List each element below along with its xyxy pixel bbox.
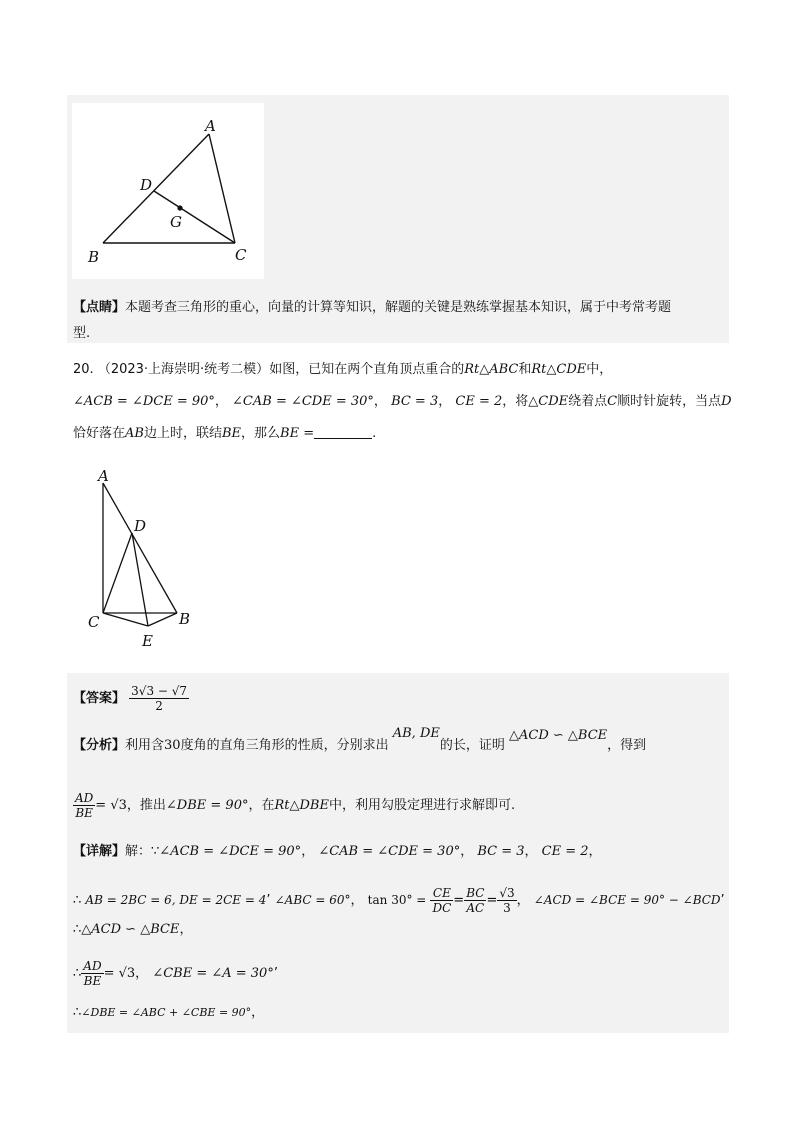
answer-line [73,684,730,713]
analysis-text6: ，在 [248,798,275,813]
question-and: 和 [518,362,532,377]
analysis-rt: Rt△DBE [274,798,329,813]
analysis-30: 30 [164,738,181,753]
detail-l4-frac-den: BE [83,974,102,988]
analysis-fraction [73,791,95,820]
detail-l1a: 解：∵ [125,844,160,859]
detail-therefore-2: ∴ [73,893,82,908]
detail-l2-frac1-num: CE [430,886,453,901]
tip-text2: 型. [73,326,91,341]
detail-l2c: ∠ACD = ∠BCE = 90° − ∠BCD [533,893,721,907]
question-be: BE [221,426,242,441]
detail-l4-frac [81,959,103,988]
detail-line4: ∴ $\frac{AD}{BE}$ = √3， ∠CBE = ∠A = 30°’ [73,959,278,988]
fig2-label-E: E [142,632,153,650]
analysis-text7: 中，利用勾股定理进行求解即可. [328,798,516,813]
analysis-text1: 利用含 [125,738,165,753]
analysis-eq: = √3 [95,798,127,813]
question-rot-d: D [721,394,732,409]
detail-l1b: ∠ACB = ∠DCE = 90° [159,844,302,859]
question-cond2: ∠CAB = ∠CDE = 30° [232,394,374,409]
detail-l1c: ∠CAB = ∠CDE = 30° [318,844,461,859]
analysis-line2 [73,790,730,822]
detail-l4-eq: = √3 [103,966,136,981]
answer-fraction [129,684,189,713]
question-line3 [73,424,730,444]
question-number: 20. [73,362,94,377]
detail-l2a: AB = 2BC = 6, DE = 2CE = 4 [85,893,267,907]
detail-line5: ∴∠DBE = ∠ABC + ∠CBE = 90°， [73,1005,265,1020]
question-tail: 中， [586,362,613,377]
question-end: . [372,426,377,441]
detail-line1: 【详解】解：∵∠ACB = ∠DCE = 90°， ∠CAB = ∠CDE = 30°， BC = 3， CE = 2， [73,844,602,859]
fig2-label-A: A [98,467,109,485]
detail-therefore-4: ∴ [73,966,82,981]
analysis-text5: ，推出 [126,798,166,813]
detail-l2-frac2-den: AC [466,901,485,915]
figure2-triangles [80,465,210,655]
detail-l5: ∠DBE = ∠ABC + ∠CBE = 90° [81,1006,252,1019]
detail-l2-tan: tan 30° = [367,893,427,907]
question-tri2: Rt△CDE [531,362,587,377]
analysis-frac-den: BE [75,806,93,820]
question-line1 [73,360,730,380]
answer-blank [314,424,372,439]
analysis-line1 [73,726,730,756]
analysis-text2: 度角的直角三角形的性质，分别求出 [180,738,389,753]
analysis-frac-num: AD [75,791,94,805]
question-cond4: CE = 2 [455,394,503,409]
question-line2: ∠ACB = ∠DCE = 90°， ∠CAB = ∠CDE = 30°， BC = 3， CE = 2，将△CDE绕着点C顺时针旋转，当点D [73,394,732,409]
detail-l3: △ACD ∽ △BCE [81,922,180,937]
answer-denominator: 2 [155,699,163,713]
question-intro: 如图，已知在两个直角顶点重合的 [269,362,465,377]
detail-l2-frac2 [464,886,486,915]
question-tri1: Rt△ABC [464,362,519,377]
detail-l2-frac1-den: DC [432,901,452,915]
analysis-angle: ∠DBE = 90° [165,798,249,813]
question-source: （2023·上海崇明·统考二模） [97,362,270,377]
fig1-label-C: C [235,246,247,264]
detail-l1e: CE = 2 [541,844,589,859]
answer-label: 【答案】 [73,691,126,706]
detail-l4-frac-num: AD [83,959,102,973]
fig2-label-D: D [134,517,147,535]
question-ab: AB [125,426,144,441]
detail-therefore-3: ∴ [73,922,82,937]
centroid-point [177,205,182,210]
detail-l2-frac3-den: 3 [503,901,511,915]
detail-line2: ∴ AB = 2BC = 6, DE = 2CE = 4’ ∠ABC = 60°， tan 30° = $\frac{CE}{DC}$ = $\frac{BC}{AC}$ = $\frac{√3}{3}$ ， ∠ACD = ∠BCE = 90° − ∠BCD’ [73,886,725,915]
tip-text1: 本题考查三角形的重心，向量的计算等知识，解题的关键是熟练掌握基本知识，属于中考常考题 [125,300,672,315]
fig1-label-G: G [170,213,182,231]
fig1-label-D: D [140,176,153,194]
answer-numerator: 3√3 − √7 [131,684,188,698]
figure1-triangle [72,103,264,279]
question-line3c: ，那么 [241,426,281,441]
detail-l2-frac1 [430,886,453,915]
question-rot-tri: △CDE [528,394,569,409]
question-rot1: ，将 [502,394,529,409]
question-rot-pt: C [607,394,618,409]
question-rot2: 绕着点 [568,394,608,409]
analysis-label: 【分析】 [73,738,126,753]
detail-l2-frac3 [497,886,516,915]
question-rot3: 顺时针旋转，当点 [617,394,722,409]
tip-line2 [73,324,730,344]
question-cond3: BC = 3 [391,394,439,409]
analysis-text4: ，得到 [607,738,647,753]
analysis-sim: △ACD ∽ △BCE [509,728,608,743]
detail-line3: ∴△ACD ∽ △BCE， [73,922,193,937]
detail-l4b: ∠CBE = ∠A = 30° [152,966,274,981]
fig2-label-B: B [179,610,191,628]
detail-l2-frac3-num: √3 [499,886,515,900]
question-line3b: 边上时，联结 [143,426,222,441]
detail-l2-frac2-num: BC [466,886,485,900]
detail-label: 【详解】 [73,844,126,859]
question-expr: BE = [280,426,315,441]
question-cond1: ∠ACB = ∠DCE = 90° [73,394,215,409]
tip-label: 【点睛】 [73,300,126,315]
detail-l1d: BC = 3 [477,844,525,859]
tip-line1 [73,298,730,318]
question-line3a: 恰好落在 [73,426,126,441]
fig1-label-B: B [88,248,100,266]
detail-therefore-5: ∴ [73,1005,82,1020]
fig1-label-A: A [205,117,216,135]
analysis-text3: 的长，证明 [439,738,505,753]
analysis-segs: AB, DE [392,726,440,741]
fig2-label-C: C [88,613,100,631]
detail-l2b: ∠ABC = 60° [274,893,351,907]
